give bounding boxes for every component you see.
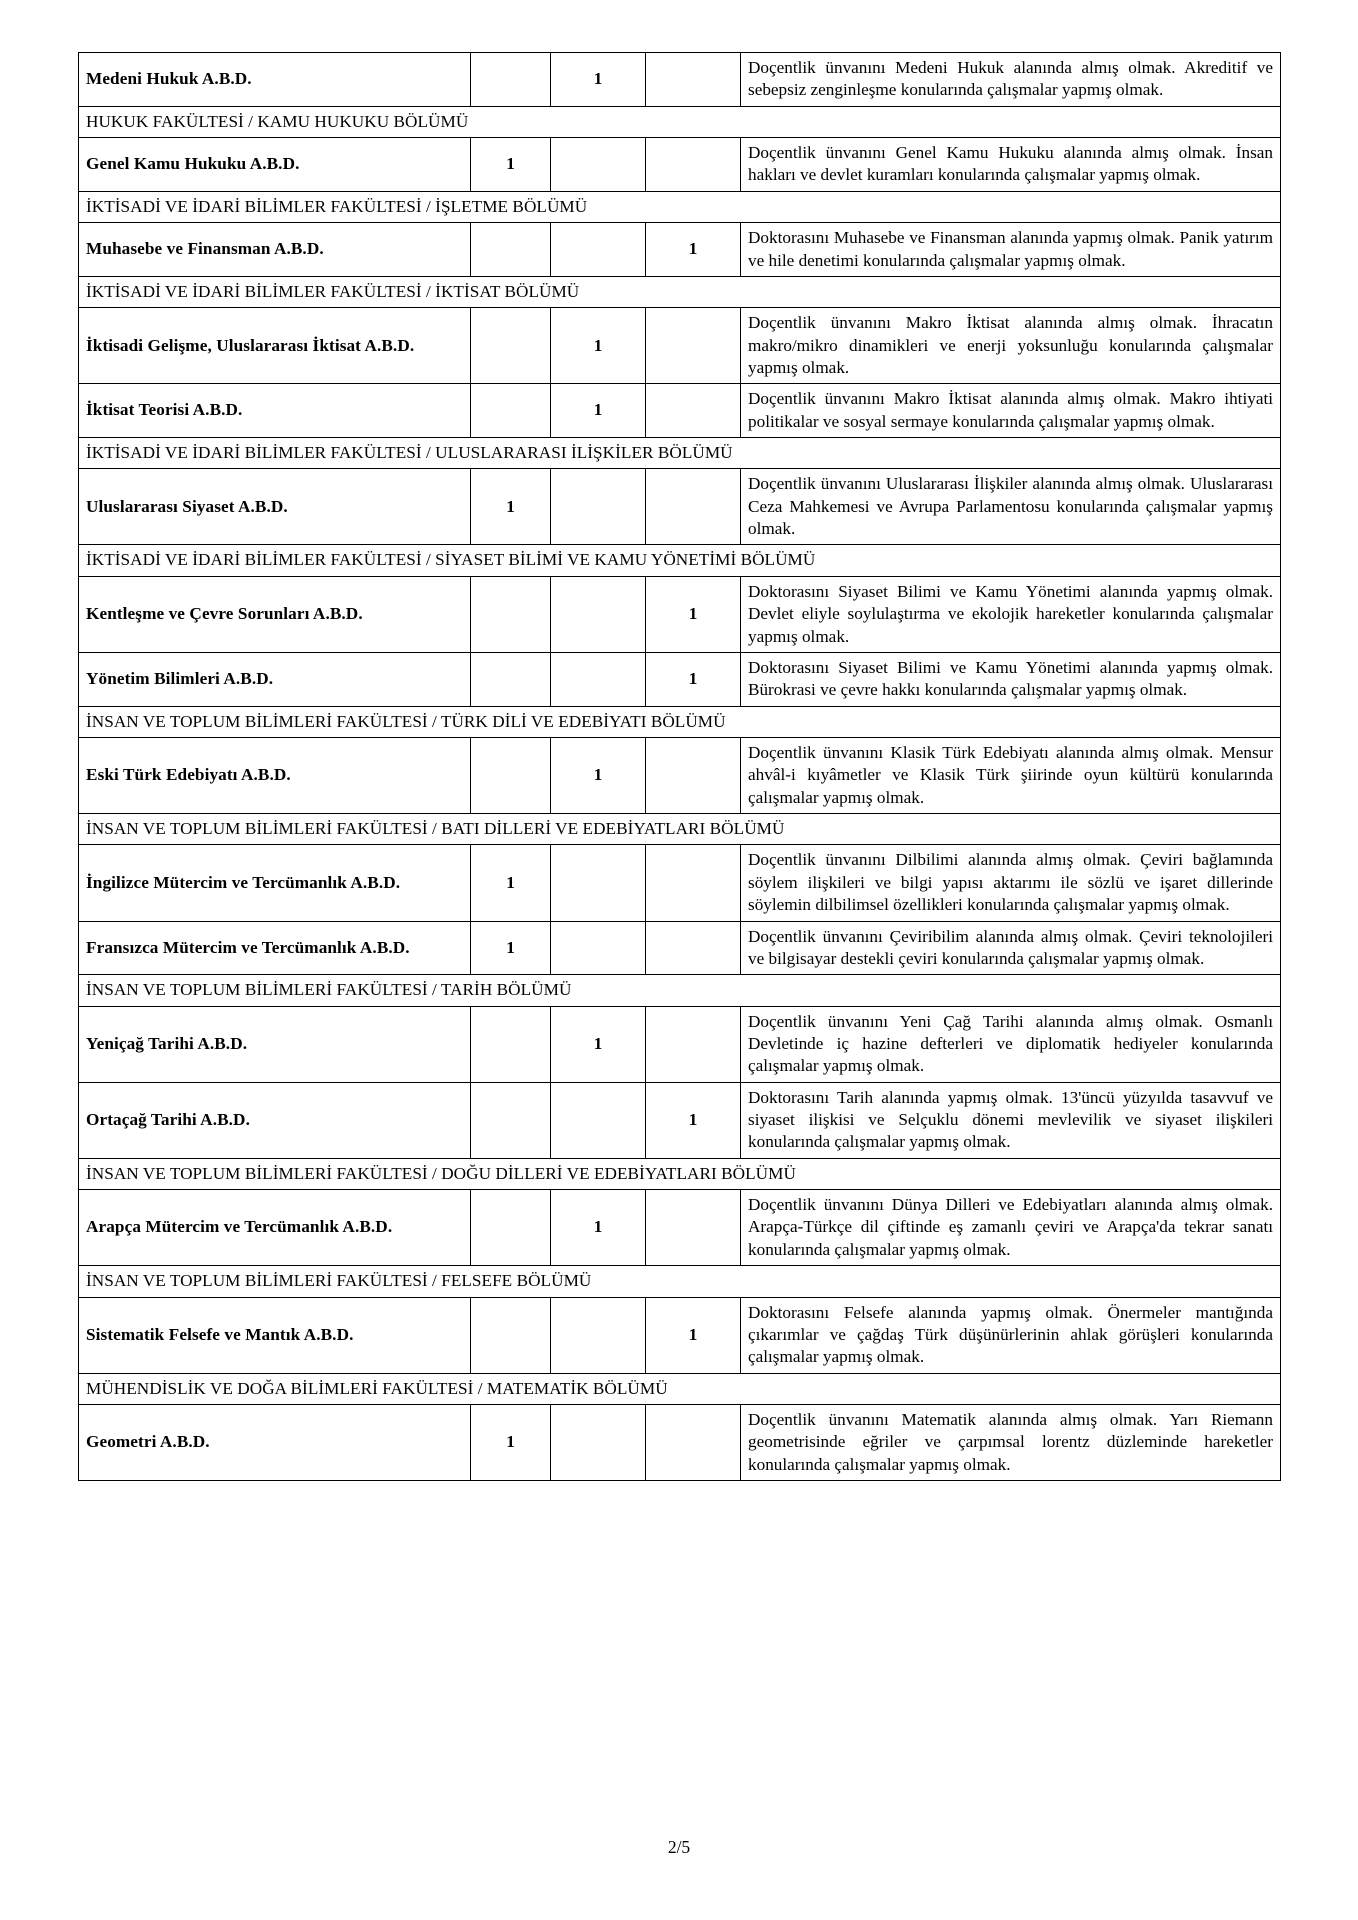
- department-name: Arapça Mütercim ve Tercümanlık A.B.D.: [79, 1190, 471, 1266]
- count-cell-3: 1: [646, 1082, 741, 1158]
- count-cell-2: [551, 1404, 646, 1480]
- page-number: 2/5: [667, 1837, 691, 1857]
- department-name: Fransızca Mütercim ve Tercümanlık A.B.D.: [79, 921, 471, 975]
- requirement-description: Doçentlik ünvanını Dilbilimi alanında almış olmak. Çeviri bağlamında söylem ilişkileri ve bilgi yapısı aktarımı ile sözlü ve işaret dillerinde söylemin dilbilimsel özellikleri konularında çalışmalar yapmış olmak.: [741, 845, 1281, 921]
- count-cell-1: [471, 1190, 551, 1266]
- count-cell-1: 1: [471, 921, 551, 975]
- department-name: İngilizce Mütercim ve Tercümanlık A.B.D.: [79, 845, 471, 921]
- department-name: Sistematik Felsefe ve Mantık A.B.D.: [79, 1297, 471, 1373]
- requirement-description: Doçentlik ünvanını Klasik Türk Edebiyatı alanında almış olmak. Mensur ahvâl-i kıyâmetler ve Klasik Türk şiirinde oyun kültürü konularında çalışmalar yapmış olmak.: [741, 737, 1281, 813]
- table-section-row: [79, 438, 1281, 469]
- section-title: İNSAN VE TOPLUM BİLİMLERİ FAKÜLTESİ / TÜRK DİLİ VE EDEBİYATI BÖLÜMÜ: [79, 706, 1281, 737]
- count-cell-1: [471, 1297, 551, 1373]
- count-cell-1: [471, 1006, 551, 1082]
- count-cell-2: 1: [551, 308, 646, 384]
- count-cell-3: [646, 53, 741, 107]
- count-cell-3: [646, 845, 741, 921]
- count-cell-2: [551, 1082, 646, 1158]
- table-section-row: [79, 1373, 1281, 1404]
- count-cell-3: [646, 737, 741, 813]
- department-name: Muhasebe ve Finansman A.B.D.: [79, 223, 471, 277]
- table-row: [79, 223, 1281, 277]
- count-cell-1: [471, 384, 551, 438]
- requirement-description: Doçentlik ünvanını Uluslararası İlişkiler alanında almış olmak. Uluslararası Ceza Mahkemesi ve Avrupa Parlamentosu konularında çalışmalar yapmış olmak.: [741, 469, 1281, 545]
- section-title: İNSAN VE TOPLUM BİLİMLERİ FAKÜLTESİ / FELSEFE BÖLÜMÜ: [79, 1266, 1281, 1297]
- table-row: [79, 1404, 1281, 1480]
- department-name: Ortaçağ Tarihi A.B.D.: [79, 1082, 471, 1158]
- table-section-row: [79, 106, 1281, 137]
- count-cell-2: [551, 138, 646, 192]
- table-row: [79, 1297, 1281, 1373]
- table-row: [79, 921, 1281, 975]
- academic-positions-table: [78, 52, 1281, 1481]
- requirement-description: Doçentlik ünvanını Yeni Çağ Tarihi alanında almış olmak. Osmanlı Devletinde iç hazine defterleri ve diplomatik hediyeler konularında çalışmalar yapmış olmak.: [741, 1006, 1281, 1082]
- count-cell-1: [471, 737, 551, 813]
- section-title: İNSAN VE TOPLUM BİLİMLERİ FAKÜLTESİ / BATI DİLLERİ VE EDEBİYATLARI BÖLÜMÜ: [79, 814, 1281, 845]
- count-cell-2: [551, 921, 646, 975]
- count-cell-3: [646, 308, 741, 384]
- table-row: [79, 1082, 1281, 1158]
- table-section-row: [79, 191, 1281, 222]
- department-name: Yönetim Bilimleri A.B.D.: [79, 652, 471, 706]
- department-name: Eski Türk Edebiyatı A.B.D.: [79, 737, 471, 813]
- section-title: İKTİSADİ VE İDARİ BİLİMLER FAKÜLTESİ / SİYASET BİLİMİ VE KAMU YÖNETİMİ BÖLÜMÜ: [79, 545, 1281, 576]
- count-cell-3: [646, 469, 741, 545]
- table-row: [79, 1190, 1281, 1266]
- count-cell-2: 1: [551, 384, 646, 438]
- requirement-description: Doçentlik ünvanını Matematik alanında almış olmak. Yarı Riemann geometrisinde eğriler ve çarpımsal lorentz düzleminde hareketler konularında çalışmalar yapmış olmak.: [741, 1404, 1281, 1480]
- table-section-row: [79, 545, 1281, 576]
- requirement-description: Doçentlik ünvanını Çeviribilim alanında almış olmak. Çeviri teknolojileri ve bilgisayar destekli çeviri konularında çalışmalar yapmış olmak.: [741, 921, 1281, 975]
- count-cell-1: [471, 308, 551, 384]
- department-name: İktisadi Gelişme, Uluslararası İktisat A.B.D.: [79, 308, 471, 384]
- count-cell-1: [471, 576, 551, 652]
- section-title: İNSAN VE TOPLUM BİLİMLERİ FAKÜLTESİ / DOĞU DİLLERİ VE EDEBİYATLARI BÖLÜMÜ: [79, 1158, 1281, 1189]
- count-cell-1: 1: [471, 1404, 551, 1480]
- count-cell-2: 1: [551, 737, 646, 813]
- count-cell-2: [551, 576, 646, 652]
- department-name: Medeni Hukuk A.B.D.: [79, 53, 471, 107]
- table-row: [79, 469, 1281, 545]
- count-cell-2: 1: [551, 1190, 646, 1266]
- count-cell-2: [551, 223, 646, 277]
- count-cell-1: [471, 1082, 551, 1158]
- section-title: İKTİSADİ VE İDARİ BİLİMLER FAKÜLTESİ / İKTİSAT BÖLÜMÜ: [79, 276, 1281, 307]
- requirement-description: Doçentlik ünvanını Dünya Dilleri ve Edebiyatları alanında almış olmak. Arapça-Türkçe dil çiftinde eş zamanlı çeviri ve Arapça'da tekrar sanatı konularında çalışmalar yapmış olmak.: [741, 1190, 1281, 1266]
- table-row: [79, 384, 1281, 438]
- table-section-row: [79, 706, 1281, 737]
- requirement-description: Doçentlik ünvanını Makro İktisat alanında almış olmak. İhracatın makro/mikro dinamikleri ve enerji yoksunluğu konularında çalışmalar yapmış olmak.: [741, 308, 1281, 384]
- table-section-row: [79, 1266, 1281, 1297]
- table-row: [79, 845, 1281, 921]
- section-title: İNSAN VE TOPLUM BİLİMLERİ FAKÜLTESİ / TARİH BÖLÜMÜ: [79, 975, 1281, 1006]
- department-name: Yeniçağ Tarihi A.B.D.: [79, 1006, 471, 1082]
- requirement-description: Doçentlik ünvanını Medeni Hukuk alanında almış olmak. Akreditif ve sebepsiz zenginleşme konularında çalışmalar yapmış olmak.: [741, 53, 1281, 107]
- department-name: Uluslararası Siyaset A.B.D.: [79, 469, 471, 545]
- table-section-row: [79, 276, 1281, 307]
- count-cell-3: [646, 384, 741, 438]
- count-cell-3: [646, 1404, 741, 1480]
- count-cell-3: 1: [646, 576, 741, 652]
- count-cell-1: 1: [471, 138, 551, 192]
- requirement-description: Doktorasını Siyaset Bilimi ve Kamu Yönetimi alanında yapmış olmak. Bürokrasi ve çevre hakkı konularında çalışmalar yapmış olmak.: [741, 652, 1281, 706]
- table-row: [79, 53, 1281, 107]
- count-cell-3: 1: [646, 652, 741, 706]
- requirement-description: Doktorasını Tarih alanında yapmış olmak. 13'üncü yüzyılda tasavvuf ve siyaset ilişkisi ve Selçuklu dönemi mevlevilik ve siyaset ilişkileri konularında çalışmalar yapmış olmak.: [741, 1082, 1281, 1158]
- department-name: Kentleşme ve Çevre Sorunları A.B.D.: [79, 576, 471, 652]
- count-cell-1: 1: [471, 845, 551, 921]
- count-cell-2: [551, 469, 646, 545]
- count-cell-2: [551, 652, 646, 706]
- requirement-description: Doktorasını Siyaset Bilimi ve Kamu Yönetimi alanında yapmış olmak. Devlet eliyle soylulaştırma ve ekolojik hareketler konularında çalışmalar yapmış olmak.: [741, 576, 1281, 652]
- count-cell-3: [646, 1006, 741, 1082]
- count-cell-3: [646, 921, 741, 975]
- count-cell-1: [471, 53, 551, 107]
- requirement-description: Doçentlik ünvanını Makro İktisat alanında almış olmak. Makro ihtiyati politikalar ve sosyal sermaye konularında çalışmalar yapmış olmak.: [741, 384, 1281, 438]
- table-row: [79, 138, 1281, 192]
- count-cell-2: 1: [551, 53, 646, 107]
- table-row: [79, 308, 1281, 384]
- table-row: [79, 737, 1281, 813]
- section-title: İKTİSADİ VE İDARİ BİLİMLER FAKÜLTESİ / İŞLETME BÖLÜMÜ: [79, 191, 1281, 222]
- requirement-description: Doçentlik ünvanını Genel Kamu Hukuku alanında almış olmak. İnsan hakları ve devlet kuramları konularında çalışmalar yapmış olmak.: [741, 138, 1281, 192]
- department-name: Geometri A.B.D.: [79, 1404, 471, 1480]
- count-cell-3: [646, 138, 741, 192]
- requirement-description: Doktorasını Muhasebe ve Finansman alanında yapmış olmak. Panik yatırım ve hile denetimi konularında çalışmalar yapmış olmak.: [741, 223, 1281, 277]
- department-name: Genel Kamu Hukuku A.B.D.: [79, 138, 471, 192]
- table-section-row: [79, 1158, 1281, 1189]
- count-cell-2: 1: [551, 1006, 646, 1082]
- count-cell-2: [551, 845, 646, 921]
- department-name: İktisat Teorisi A.B.D.: [79, 384, 471, 438]
- table-row: [79, 1006, 1281, 1082]
- section-title: MÜHENDİSLİK VE DOĞA BİLİMLERİ FAKÜLTESİ / MATEMATİK BÖLÜMÜ: [79, 1373, 1281, 1404]
- count-cell-3: 1: [646, 223, 741, 277]
- count-cell-1: [471, 652, 551, 706]
- count-cell-1: 1: [471, 469, 551, 545]
- count-cell-1: [471, 223, 551, 277]
- table-row: [79, 576, 1281, 652]
- count-cell-2: [551, 1297, 646, 1373]
- requirement-description: Doktorasını Felsefe alanında yapmış olmak. Önermeler mantığında çıkarımlar ve çağdaş Türk düşünürlerinin ahlak görüşleri konularında çalışmalar yapmış olmak.: [741, 1297, 1281, 1373]
- table-row: [79, 652, 1281, 706]
- section-title: HUKUK FAKÜLTESİ / KAMU HUKUKU BÖLÜMÜ: [79, 106, 1281, 137]
- section-title: İKTİSADİ VE İDARİ BİLİMLER FAKÜLTESİ / ULUSLARARASI İLİŞKİLER BÖLÜMÜ: [79, 438, 1281, 469]
- table-section-row: [79, 814, 1281, 845]
- table-section-row: [79, 975, 1281, 1006]
- count-cell-3: 1: [646, 1297, 741, 1373]
- count-cell-3: [646, 1190, 741, 1266]
